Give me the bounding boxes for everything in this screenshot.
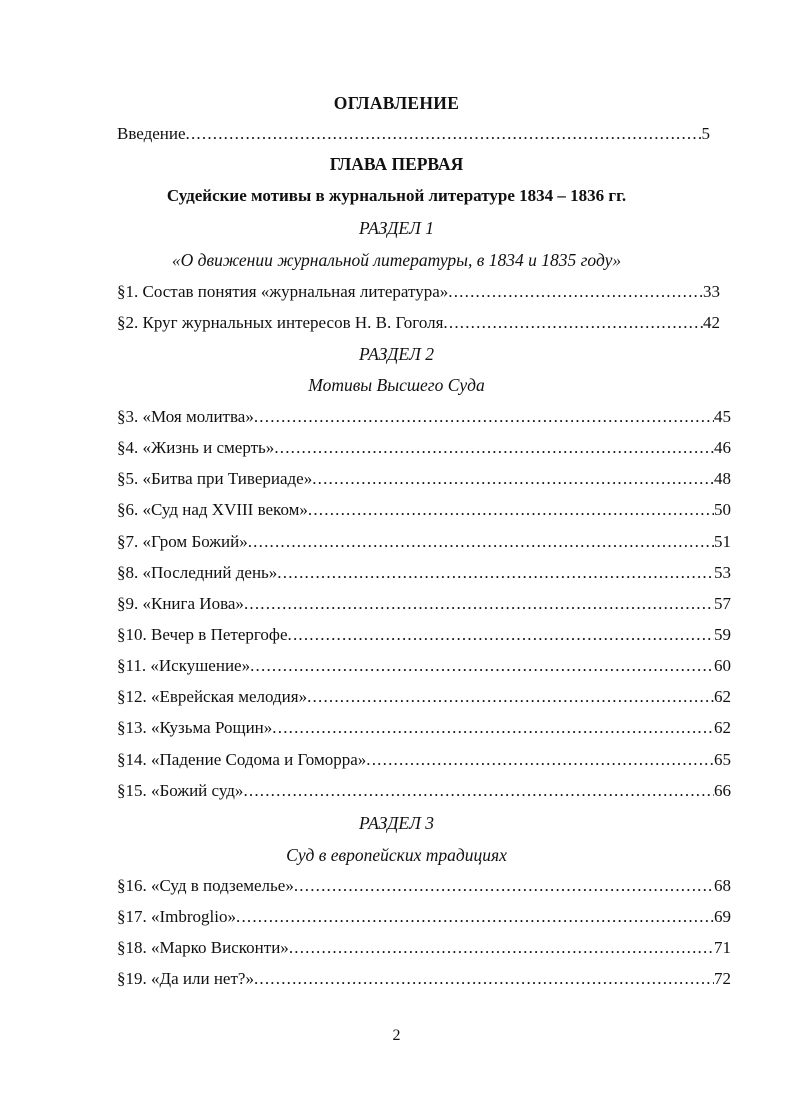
toc-entry-label: §13. «Кузьма Рощин» xyxy=(117,718,273,737)
chapter-subtitle: Судейские мотивы в журнальной литературе 1834 – 1836 гг. xyxy=(166,186,627,205)
leader-dots xyxy=(274,438,714,458)
toc-heading: ОГЛАВЛЕНИЕ xyxy=(333,93,460,113)
toc-entry[interactable] xyxy=(117,876,731,896)
leader-dots xyxy=(289,938,714,958)
toc-entry-label: §10. Вечер в Петергофе xyxy=(117,625,288,644)
toc-entry-label: §2. Круг журнальных интересов Н. В. Гоголя xyxy=(117,313,444,332)
page-number: 2 xyxy=(392,1027,401,1044)
leader-dots xyxy=(294,876,714,896)
section-1-title: РАЗДЕЛ 1 xyxy=(358,218,435,238)
toc-entry-label: §6. «Суд над XVIII веком» xyxy=(117,500,308,519)
section-1-subtitle: «О движении журнальной литературы, в 1834 и 1835 году» xyxy=(171,250,622,270)
leader-dots xyxy=(243,781,714,801)
leader-dots xyxy=(236,907,714,927)
toc-entry-page: 50 xyxy=(714,500,731,519)
toc-entry[interactable] xyxy=(117,438,731,458)
toc-entry-label: §12. «Еврейская мелодия» xyxy=(117,687,308,706)
toc-entry-page: 69 xyxy=(714,907,731,926)
toc-entry[interactable] xyxy=(117,969,731,989)
section-3-subtitle: Суд в европейских традициях xyxy=(286,845,507,865)
toc-entry[interactable] xyxy=(117,750,731,770)
toc-entry[interactable] xyxy=(117,407,731,427)
toc-entry[interactable] xyxy=(117,938,731,958)
leader-dots xyxy=(272,718,714,738)
toc-entry-page: 5 xyxy=(701,124,710,143)
toc-entry[interactable] xyxy=(117,469,731,489)
toc-entry[interactable] xyxy=(117,781,731,801)
toc-entry-page: 66 xyxy=(714,781,731,800)
toc-entry-label: §9. «Книга Иова» xyxy=(117,594,244,613)
toc-entry-page: 72 xyxy=(714,969,731,988)
toc-entry-page: 33 xyxy=(703,282,720,301)
leader-dots xyxy=(443,313,703,333)
toc-entry[interactable] xyxy=(117,313,720,333)
toc-entry-page: 46 xyxy=(714,438,731,457)
leader-dots xyxy=(288,625,715,645)
toc-entry-page: 62 xyxy=(714,687,731,706)
leader-dots xyxy=(308,500,714,520)
leader-dots xyxy=(248,532,714,552)
section-2-title: РАЗДЕЛ 2 xyxy=(358,344,435,364)
toc-entry-label: Введение xyxy=(117,124,186,143)
toc-entry-page: 68 xyxy=(714,876,731,895)
toc-entry-intro[interactable] xyxy=(117,124,710,144)
toc-entry-page: 53 xyxy=(714,563,731,582)
toc-entry-page: 42 xyxy=(703,313,720,332)
leader-dots xyxy=(312,469,714,489)
toc-entry[interactable] xyxy=(117,718,731,738)
section-2-subtitle: Мотивы Высшего Суда xyxy=(308,375,485,395)
toc-entry-label: §5. «Битва при Тивериаде» xyxy=(117,469,313,488)
toc-entry[interactable] xyxy=(117,907,731,927)
toc-entry-label: §15. «Божий суд» xyxy=(117,781,244,800)
leader-dots xyxy=(186,124,702,144)
toc-entry[interactable] xyxy=(117,282,720,302)
toc-entry[interactable] xyxy=(117,656,731,676)
toc-entry-page: 71 xyxy=(714,938,731,957)
toc-entry-label: §19. «Да или нет?» xyxy=(117,969,254,988)
leader-dots xyxy=(448,282,703,302)
toc-entry-label: §4. «Жизнь и смерть» xyxy=(117,438,275,457)
toc-entry[interactable] xyxy=(117,532,731,552)
toc-entry[interactable] xyxy=(117,687,731,707)
toc-entry-page: 51 xyxy=(714,532,731,551)
toc-entry-page: 59 xyxy=(714,625,731,644)
chapter-title: ГЛАВА ПЕРВАЯ xyxy=(329,154,464,174)
toc-entry-page: 48 xyxy=(714,469,731,488)
leader-dots xyxy=(244,594,714,614)
toc-entry-label: §8. «Последний день» xyxy=(117,563,278,582)
leader-dots xyxy=(366,750,714,770)
section-3-title: РАЗДЕЛ 3 xyxy=(358,813,435,833)
leader-dots xyxy=(250,656,714,676)
toc-entry-label: §3. «Моя молитва» xyxy=(117,407,254,426)
toc-entry[interactable] xyxy=(117,563,731,583)
leader-dots xyxy=(277,563,714,583)
leader-dots xyxy=(254,407,714,427)
toc-entry-page: 57 xyxy=(714,594,731,613)
toc-entry[interactable] xyxy=(117,500,731,520)
toc-entry-label: §7. «Гром Божий» xyxy=(117,532,248,551)
toc-entry-label: §14. «Падение Содома и Гоморра» xyxy=(117,750,367,769)
toc-entry[interactable] xyxy=(117,625,731,645)
leader-dots xyxy=(254,969,714,989)
toc-entry-page: 60 xyxy=(714,656,731,675)
leader-dots xyxy=(307,687,714,707)
toc-entry-label: §1. Состав понятия «журнальная литература» xyxy=(117,282,449,301)
toc-entry-page: 62 xyxy=(714,718,731,737)
toc-entry-label: §17. «Imbroglio» xyxy=(117,907,236,926)
toc-entry-label: §16. «Суд в подземелье» xyxy=(117,876,294,895)
toc-entry-label: §18. «Марко Висконти» xyxy=(117,938,289,957)
toc-entry[interactable] xyxy=(117,594,731,614)
toc-entry-page: 65 xyxy=(714,750,731,769)
toc-entry-label: §11. «Искушение» xyxy=(117,656,251,675)
toc-entry-page: 45 xyxy=(714,407,731,426)
